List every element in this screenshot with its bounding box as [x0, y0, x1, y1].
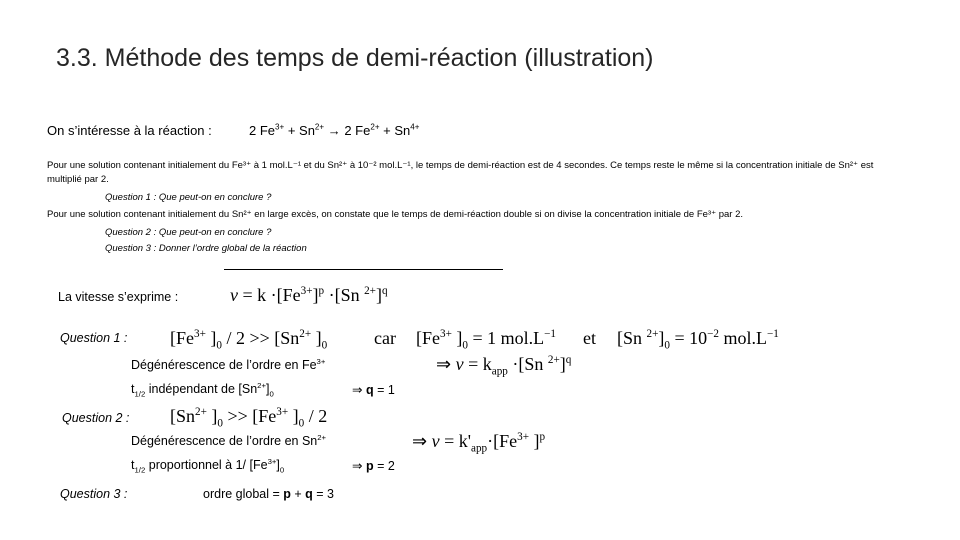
- answer-2-half-life: $t_{1/2}$ proportionnel à 1/ $[Fe^{3+}]_0$: [131, 456, 285, 475]
- paragraph-1: Pour une solution contenant initialement du Fe³⁺ à 1 mol.L⁻¹ et du Sn²⁺ à 10⁻² mol.L⁻¹, le temps de demi-réaction est de 4 secondes. Ce temps reste le même si la concentration initiale de Sn²⁺ est multiplié par 2.: [47, 160, 874, 185]
- answer-1-half-life: $t_{1/2}$ indépendant de $[Sn^{2+}]_0$: [131, 380, 274, 399]
- answer-2-label: Question 2 :: [62, 411, 130, 425]
- separator-line: [224, 269, 503, 270]
- question-2-prompt: Question 2 : Que peut-on en conclure ?: [105, 227, 272, 238]
- question-3-prompt: Question 3 : Donner l’ordre global de la réaction: [105, 243, 307, 254]
- answer-2-rate: ⇒ $v = k'_{app}\cdot[Fe^{3+}$ ]$^p$: [412, 431, 546, 455]
- answer-1-result: ⇒ q = 1: [352, 383, 395, 397]
- answer-1-sn-concentration: [Sn $^{2+}]_0 = 10^{-2}$ $mol.L^{-1}$: [617, 328, 779, 352]
- paragraph-2: Pour une solution contenant initialement du Sn²⁺ en large excès, on constate que le temps de demi-réaction double si on divise la concentration initiale de Fe³⁺ par 2.: [47, 209, 744, 220]
- answer-1-rate: ⇒ $v = k_{app} \cdot[Sn$ $^{2+}$]$^q$: [436, 354, 572, 378]
- answer-2-condition: [$Sn^{2+}$ ]$_0 >> [Fe^{3+}$ ]$_0 / 2$: [170, 406, 328, 430]
- intro-label: On s’intéresse à la réaction :: [47, 123, 212, 138]
- answer-2-result: ⇒ p = 2: [352, 459, 395, 473]
- answer-1-car: car: [374, 328, 396, 348]
- answer-1-degeneration: Dégénérescence de l’ordre en $Fe^{3+}$: [131, 356, 326, 372]
- page-title: 3.3. Méthode des temps de demi-réaction (illustration): [56, 44, 654, 72]
- rate-label: La vitesse s’exprime :: [58, 290, 179, 304]
- answer-2-degeneration: Dégénérescence de l’ordre en $Sn^{2+}$: [131, 432, 327, 448]
- reaction-equation: 2 $Fe^{3+} + Sn^{2+} \to 2$ $Fe^{2+} + Sn^{4+}$: [249, 122, 420, 138]
- question-1-prompt: Question 1 : Que peut-on en conclure ?: [105, 192, 272, 203]
- rate-equation: $v = k \cdot[Fe^{3+}]^p \cdot[Sn$ $^{2+}$]$^q$: [230, 285, 388, 305]
- answer-3-text: ordre global = p + q = 3: [203, 487, 334, 501]
- answer-1-et: et: [583, 328, 596, 348]
- answer-3-label: Question 3 :: [60, 487, 128, 501]
- answer-1-fe-concentration: [$Fe^{3+}$ ]$_0 = 1$ $mol.L^{-1}$: [416, 328, 556, 352]
- answer-1-label: Question 1 :: [60, 331, 128, 345]
- answer-1-condition: [$Fe^{3+}$ ]$_0 / 2 >> [Sn^{2+}$ ]$_0$: [170, 328, 328, 352]
